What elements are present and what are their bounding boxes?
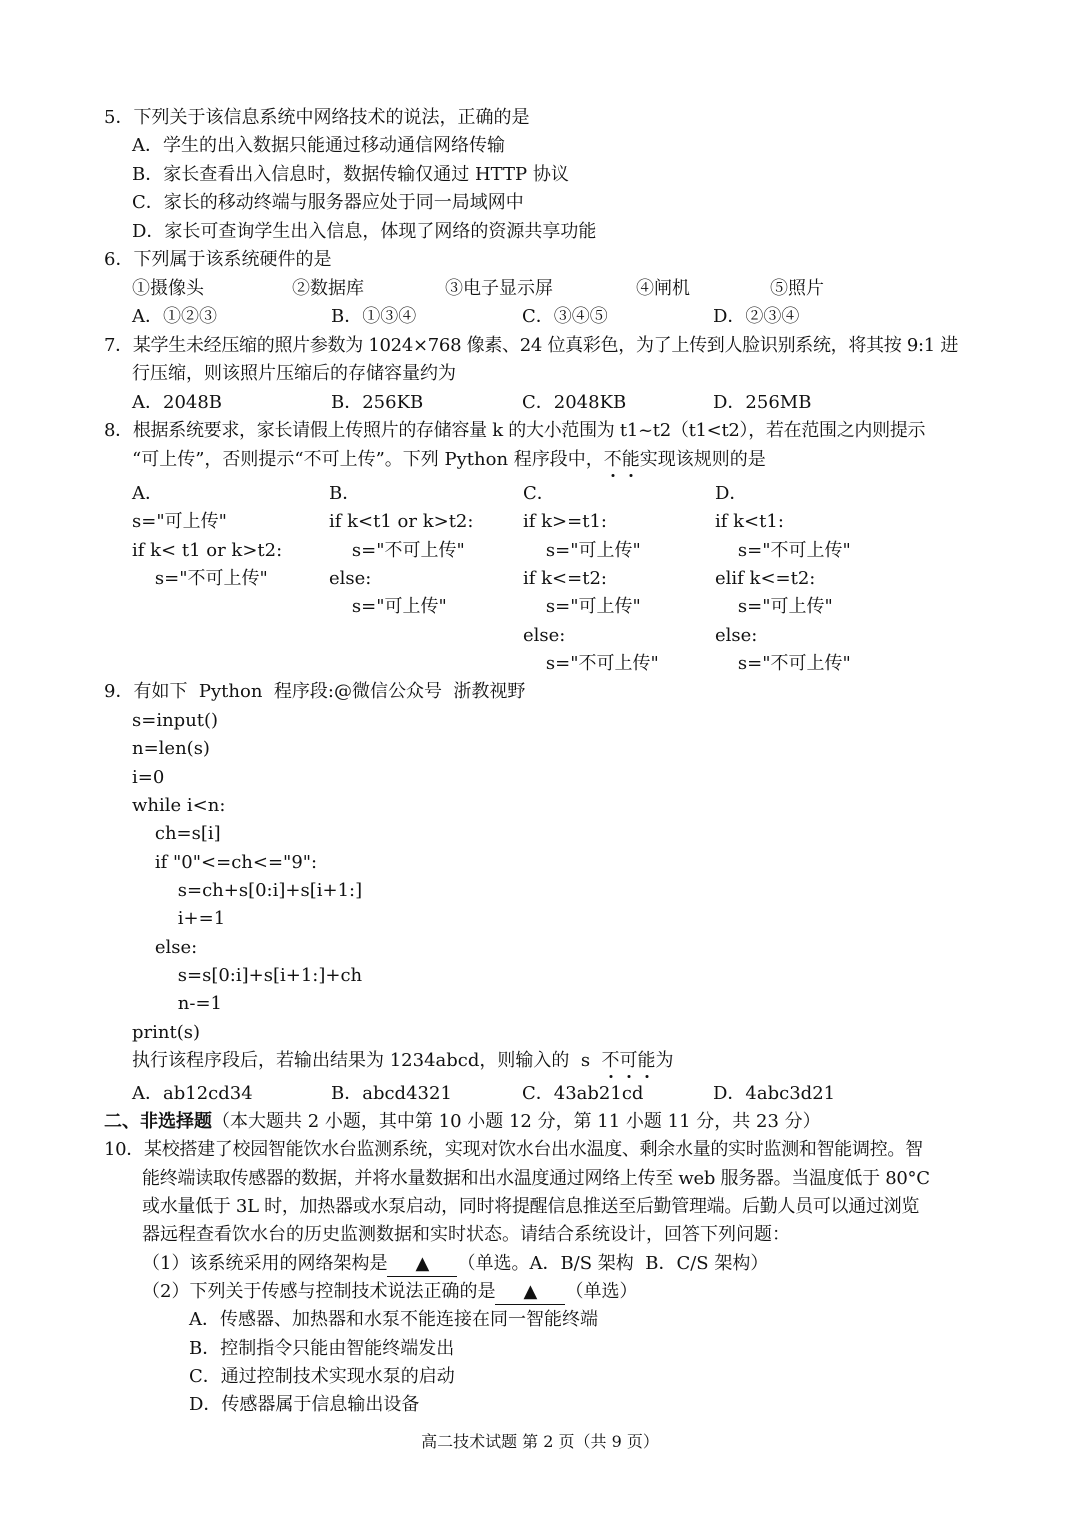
q8-b-line-1: if k<t1 or k>t2:: [329, 511, 474, 532]
q8-c-line-2: s="可上传": [523, 540, 641, 561]
q10-part-1: [142, 1252, 768, 1278]
q8-b-line-0: B．: [329, 483, 361, 504]
q9-code-line-4: ch=s[i]: [132, 823, 221, 844]
q8-c-line-4: s="可上传": [523, 596, 641, 617]
q10-part-1-text: （1）该系统采用的网络架构是: [142, 1253, 388, 1274]
q10-part-2-answer-blank[interactable]: ▲: [495, 1280, 565, 1305]
q6-item-3: ③电子显示屏: [445, 278, 553, 299]
q10-option-b: B．控制指令只能由智能终端发出: [189, 1338, 455, 1359]
q8-d-line-3: elif k<=t2:: [715, 568, 816, 589]
q8-b-line-2: s="不可上传": [329, 540, 465, 561]
q8-stem-line-2: [132, 448, 766, 474]
q7-option-b: B．256KB: [331, 392, 424, 413]
q8-emphasis-1: 不: [603, 449, 622, 470]
q9-code-line-5: if "0"<=ch<="9":: [132, 852, 318, 873]
q8-stem-line-1: 8．根据系统要求，家长请假上传照片的存储容量 k 的大小范围为 t1~t2（t1<t2），若在范围之内则提示: [104, 420, 926, 441]
q9-option-c: C．43ab21cd: [522, 1083, 644, 1104]
q8-d-line-2: s="不可上传": [715, 540, 851, 561]
q9-code-line-8: else:: [132, 937, 198, 958]
q8-a-line-0: A．: [132, 483, 163, 504]
q10-stem-line-2: 能终端读取传感器的数据，并将水量数据和出水温度通过网络上传至 web 服务器。当温度低于 80°C: [142, 1168, 930, 1189]
q6-item-4: ④闸机: [636, 278, 690, 299]
q5-option-b: B．家长查看出入信息时，数据传输仅通过 HTTP 协议: [132, 164, 569, 185]
q10-part-2-text: （2）下列关于传感与控制技术说法正确的是: [142, 1281, 496, 1302]
q7-option-d: D．256MB: [713, 392, 812, 413]
q10-stem-line-3: 或水量低于 3L 时，加热器或水泵启动，同时将提醒信息推送至后勤管理端。后勤人员可以通过浏览: [142, 1196, 920, 1217]
q9-option-d: D．4abc3d21: [713, 1083, 836, 1104]
q8-a-line-1: s="可上传": [132, 511, 227, 532]
q6-option-c: C．③④⑤: [522, 306, 608, 327]
q6-option-a: A．①②③: [132, 306, 217, 327]
q9-code-line-6: s=ch+s[0:i]+s[i+1:]: [132, 880, 363, 901]
q10-part-1-choices: （单选。A．B/S 架构 B．C/S 架构）: [457, 1253, 769, 1274]
q9-stem: 9．有如下 Python 程序段:@微信公众号 浙教视野: [104, 681, 526, 702]
q5-option-c: C．家长的移动终端与服务器应处于同一局域网中: [132, 192, 524, 213]
q9-code-line-9: s=s[0:i]+s[i+1:]+ch: [132, 965, 363, 986]
q9-code-line-11: print(s): [132, 1022, 200, 1043]
q8-d-line-5: else:: [715, 625, 758, 646]
q8-a-line-3: s="不可上传": [132, 568, 268, 589]
q9-code-line-1: n=len(s): [132, 738, 210, 759]
q6-option-d: D．②③④: [713, 306, 800, 327]
q8-b-line-4: s="可上传": [329, 596, 447, 617]
q9-code-line-2: i=0: [132, 767, 165, 788]
q10-part-2-note: （单选）: [565, 1281, 638, 1302]
q7-stem-line-2: 行压缩，则该照片压缩后的存储容量约为: [132, 363, 456, 384]
q8-stem-text: “可上传”，否则提示“不可上传”。下列 Python 程序段中，: [132, 449, 604, 470]
q5-option-d: D．家长可查询学生出入信息，体现了网络的资源共享功能: [132, 221, 597, 242]
q8-a-line-2: if k< t1 or k>t2:: [132, 540, 283, 561]
q8-d-line-0: D．: [715, 483, 748, 504]
q10-stem-line-4: 器远程查看饮水台的历史监测数据和实时状态。请结合系统设计，回答下列问题：: [142, 1224, 790, 1245]
q9-emphasis-1: 不: [601, 1050, 620, 1071]
q9-emphasis-2: 可: [619, 1050, 638, 1071]
q8-c-line-1: if k>=t1:: [523, 511, 607, 532]
page-footer: 高二技术试题 第 2 页（共 9 页）: [421, 1432, 659, 1451]
q7-option-a: A．2048B: [132, 392, 223, 413]
q8-stem-end: 实现该规则的是: [639, 449, 766, 470]
q9-code-line-7: i+=1: [132, 908, 226, 929]
q9-code-line-10: n-=1: [132, 993, 222, 1014]
q8-c-line-5: else:: [523, 625, 566, 646]
q9-code-line-3: while i<n:: [132, 795, 226, 816]
q8-d-line-4: s="可上传": [715, 596, 833, 617]
q9-question-end: 为: [655, 1050, 674, 1071]
q7-option-c: C．2048KB: [522, 392, 627, 413]
section-heading-title: 二、非选择题: [104, 1111, 212, 1132]
q10-stem-line-1: 10．某校搭建了校园智能饮水台监测系统，实现对饮水台出水温度、剩余水量的实时监测和智能调控。智: [104, 1139, 923, 1160]
q10-option-a: A．传感器、加热器和水泵不能连接在同一智能终端: [189, 1309, 598, 1330]
q6-stem: 6．下列属于该系统硬件的是: [104, 249, 332, 270]
q10-option-d: D．传感器属于信息输出设备: [189, 1394, 420, 1415]
q9-code-line-0: s=input(): [132, 710, 219, 731]
q9-question-text: 执行该程序段后，若输出结果为 1234abcd，则输入的 s: [132, 1050, 602, 1071]
q6-item-2: ②数据库: [292, 278, 364, 299]
q7-stem-line-1: 7．某学生未经压缩的照片参数为 1024×768 像素、24 位真彩色，为了上传到人脸识别系统，将其按 9:1 进: [104, 335, 959, 356]
q6-option-b: B．①③④: [331, 306, 417, 327]
q6-item-5: ⑤照片: [770, 278, 824, 299]
q9-option-b: B．abcd4321: [331, 1083, 452, 1104]
q8-d-line-6: s="不可上传": [715, 653, 851, 674]
q6-item-1: ①摄像头: [132, 278, 204, 299]
q5-stem: 5．下列关于该信息系统中网络技术的说法，正确的是: [104, 107, 530, 128]
q5-option-a: A．学生的出入数据只能通过移动通信网络传输: [132, 135, 505, 156]
q8-emphasis-2: 能: [621, 449, 640, 470]
section-heading-note: （本大题共 2 小题，其中第 10 小题 12 分，第 11 小题 11 分，共 23 分）: [212, 1111, 821, 1132]
q9-option-a: A．ab12cd34: [132, 1083, 253, 1104]
q9-emphasis-3: 能: [637, 1050, 656, 1071]
q9-question: [132, 1049, 674, 1075]
section-heading: [104, 1110, 821, 1136]
q10-option-c: C．通过控制技术实现水泵的启动: [189, 1366, 455, 1387]
q8-c-line-6: s="不可上传": [523, 653, 659, 674]
q10-part-1-answer-blank[interactable]: ▲: [387, 1252, 457, 1277]
q8-c-line-0: C．: [523, 483, 555, 504]
q8-b-line-3: else:: [329, 568, 372, 589]
q10-part-2: [142, 1280, 637, 1306]
q8-d-line-1: if k<t1:: [715, 511, 784, 532]
q8-c-line-3: if k<=t2:: [523, 568, 607, 589]
